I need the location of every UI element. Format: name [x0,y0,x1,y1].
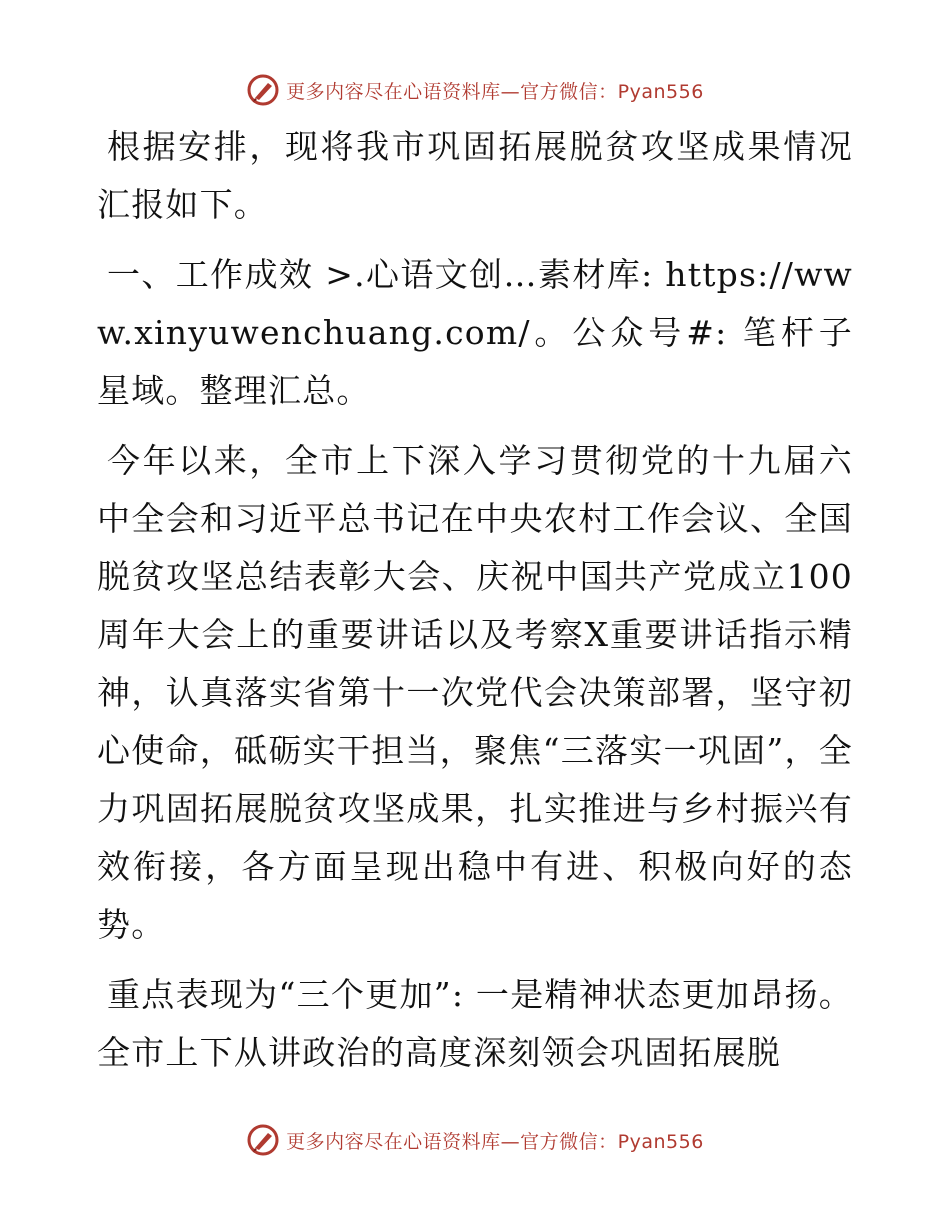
watermark-text: 更多内容尽在心语资料库—官方微信：Pyan556 [286,1130,704,1153]
watermark-text: 更多内容尽在心语资料库—官方微信：Pyan556 [286,80,704,103]
paragraph-intro: 根据安排，现将我市巩固拓展脱贫攻坚成果情况汇报如下。 [97,127,853,224]
paragraph-section-heading: 一、工作成效 >.心语文创…素材库: https://www.xinyuwenchuang.com/。公众号#: 笔杆子星域。整理汇总。 [97,255,853,410]
footer-watermark [0,1120,950,1160]
pen-logo-icon [246,73,280,107]
paragraph-overview: 今年以来，全市上下深入学习贯彻党的十九届六中全会和习近平总书记在中央农村工作会议、全国脱贫攻坚总结表彰大会、庆祝中国共产党成立100周年大会上的重要讲话以及考察X重要讲话指示精神，认真落实省第十一次党代会决策部署，坚守初心使命，砥砺实干担当，聚焦“三落实一巩固”，全力巩固拓展脱贫攻坚成果，扎实推进与乡村振兴有效衔接，各方面呈现出稳中有进、积极向好的态势。 [97,441,853,944]
document-body [97,118,853,1094]
pen-logo-icon [246,1123,280,1157]
header-watermark [0,70,950,110]
paragraph-highlights: 重点表现为“三个更加”: 一是精神状态更加昂扬。全市上下从讲政治的高度深刻领会巩固拓展脱 [97,975,853,1072]
